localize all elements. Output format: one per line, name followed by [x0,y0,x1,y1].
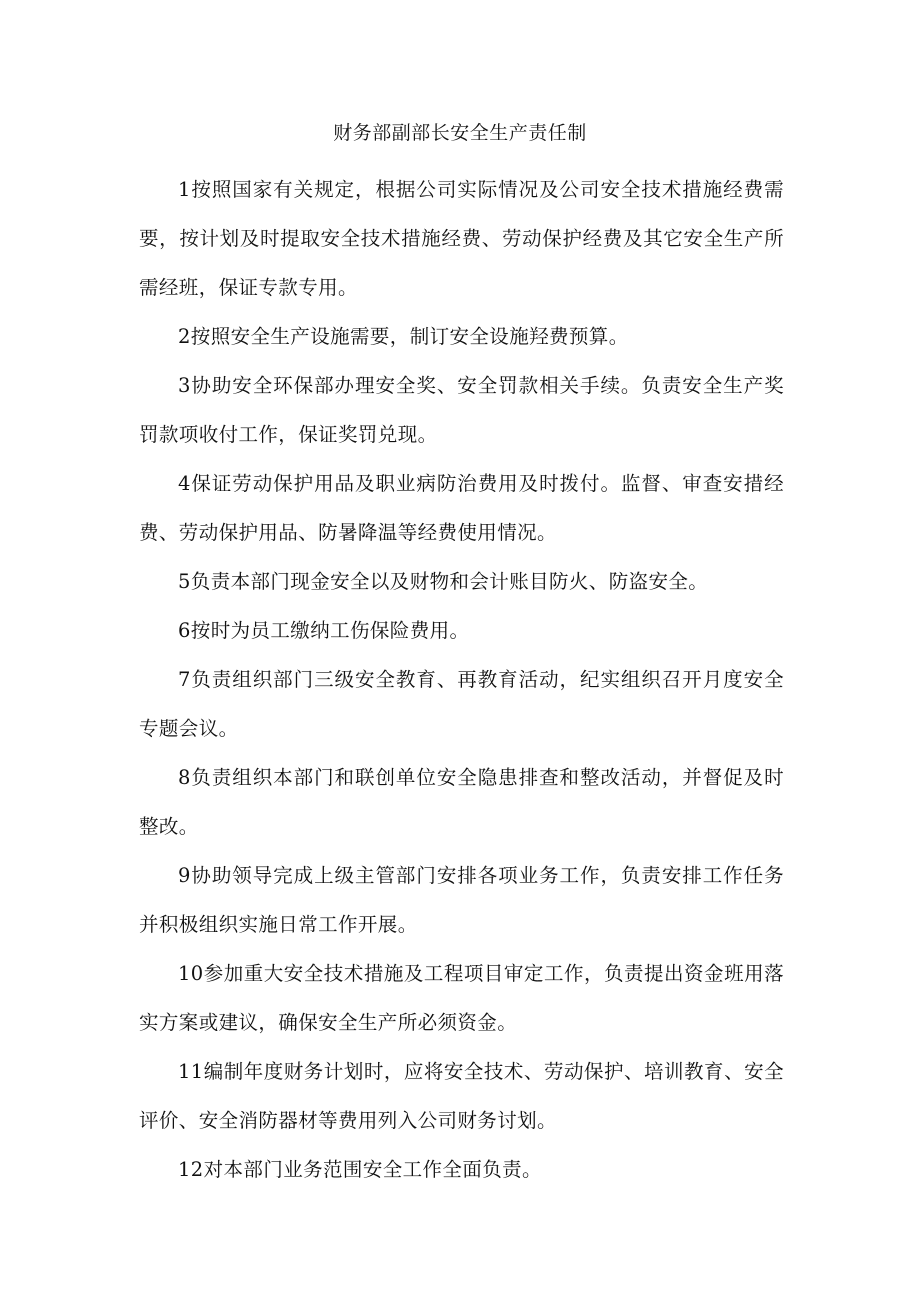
clause-6: 6按时为员工缴纳工伤保险费用。 [178,619,470,642]
document-title: 财务部副部长安全生产责任制 [333,122,587,144]
clause-7: 7负责组织部门三级安全教育、再教育活动，纪实组织召开月度安全专题会议。 [139,668,784,740]
clause-3: 3协助安全环保部办理安全奖、安全罚款相关手续。负责安全生产奖罚款项收付工作，保证奖罚兑现。 [139,374,784,446]
clause-1: 1按照国家有关规定，根据公司实际情况及公司安全技术措施经费需要，按计划及时提取安全技术措施经费、劳动保护经费及其它安全生产所需经班，保证专款专用。 [139,178,784,299]
clause-5: 5负责本部门现金安全以及财物和会计账目防火、防盗安全。 [178,570,709,593]
clause-4: 4保证劳动保护用品及职业病防治费用及时拨付。监督、审查安措经费、劳动保护用品、防暑降温等经费使用情况。 [139,472,784,544]
clause-10: 10参加重大安全技术措施及工程项目审定工作，负责提出资金班用落实方案或建议，确保安全生产所必须资金。 [139,962,784,1034]
document-body [139,165,784,1194]
clause-9: 9协助领导完成上级主管部门安排各项业务工作，负责安排工作任务并积极组织实施日常工作开展。 [139,864,784,936]
clause-12: 12对本部门业务范围安全工作全面负责。 [178,1158,542,1181]
clause-2: 2按照安全生产设施需要，制订安全设施羟费预算。 [178,325,629,348]
clause-8: 8负责组织本部门和联创单位安全隐患排查和整改活动，并督促及时整改。 [139,766,784,838]
clause-11: 11编制年度财务计划时，应将安全技术、劳动保护、培训教育、安全评价、安全消防器材等费用列入公司财务讨划。 [139,1060,784,1132]
